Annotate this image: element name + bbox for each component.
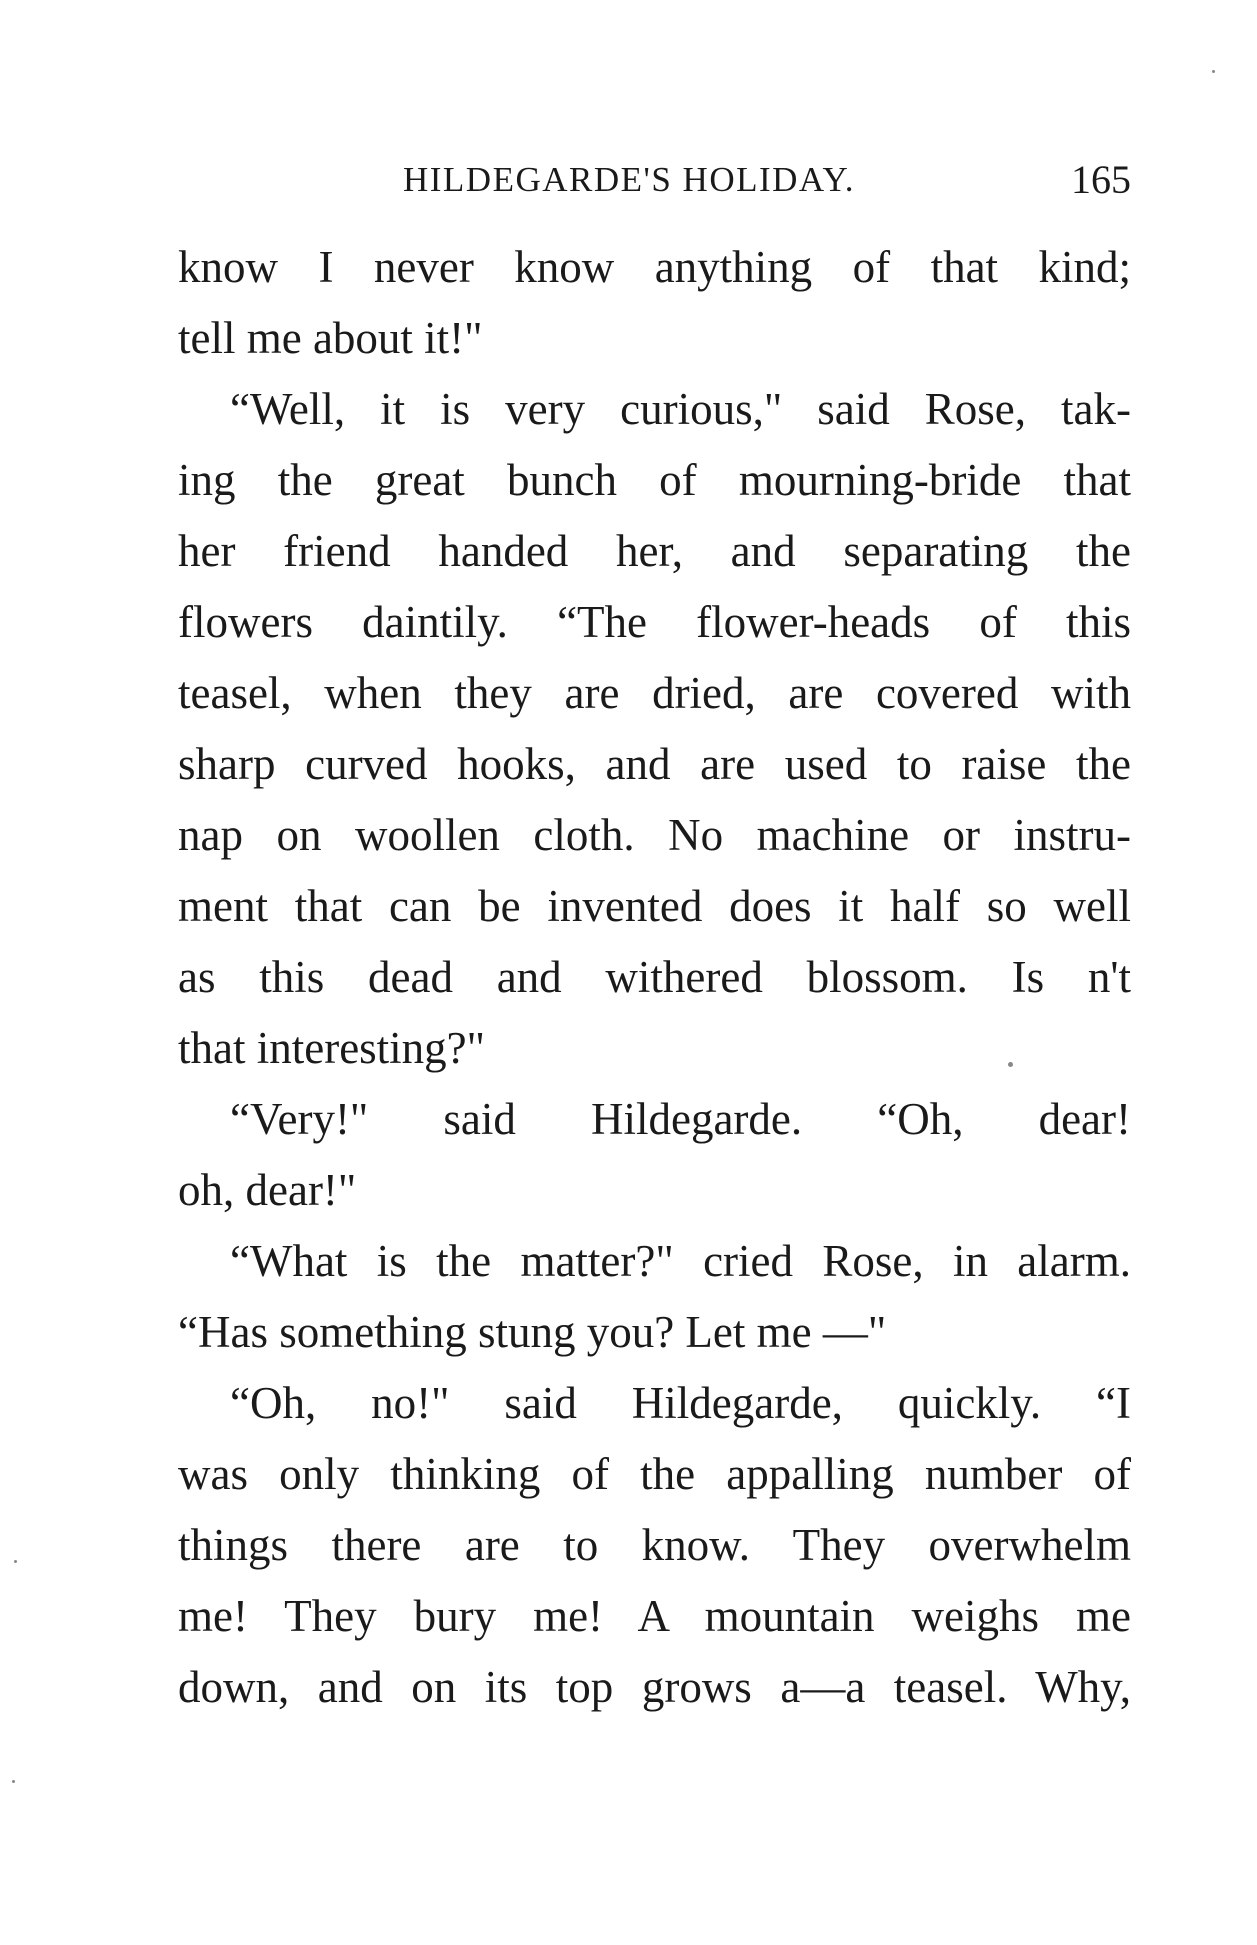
text-line: flowers daintily. “The flower-heads of this [178,597,1131,647]
text-line: sharp curved hooks, and are used to raise the [178,739,1131,789]
text-line: “Very!" said Hildegarde. “Oh, dear! [230,1094,1131,1144]
page-number: 165 [1071,157,1131,202]
text-line: tell me about it!" [178,313,483,363]
running-title: HILDEGARDE'S HOLIDAY. [403,160,855,199]
text-line: was only thinking of the appalling number of [178,1449,1131,1499]
running-head [178,157,1131,210]
text-line: her friend handed her, and separating the [178,526,1131,576]
text-line: nap on woollen cloth. No machine or instru- [178,810,1131,860]
text-line: “Oh, no!" said Hildegarde, quickly. “I [230,1378,1131,1428]
text-line: as this dead and withered blossom. Is n't [178,952,1131,1002]
text-line: teasel, when they are dried, are covered with [178,668,1131,718]
text-line: oh, dear!" [178,1165,357,1215]
text-line: “Has something stung you? Let me —" [178,1307,887,1357]
text-line: things there are to know. They overwhelm [178,1520,1131,1570]
text-line: me! They bury me! A mountain weighs me [178,1591,1131,1641]
text-line: down, and on its top grows a—a teasel. Why, [178,1662,1131,1712]
paper-speck [12,1780,15,1783]
text-line: “Well, it is very curious," said Rose, tak- [230,384,1131,434]
paper-speck [14,1560,17,1563]
text-line: ment that can be invented does it half so well [178,881,1131,931]
text-line: ing the great bunch of mourning-bride that [178,455,1131,505]
text-line: that interesting?" [178,1023,486,1073]
paper-speck [1212,70,1215,73]
text-line: “What is the matter?" cried Rose, in alarm. [230,1236,1131,1286]
text-line: know I never know anything of that kind; [178,242,1131,292]
body-text [178,232,1131,1723]
paper-speck [1008,1062,1013,1067]
